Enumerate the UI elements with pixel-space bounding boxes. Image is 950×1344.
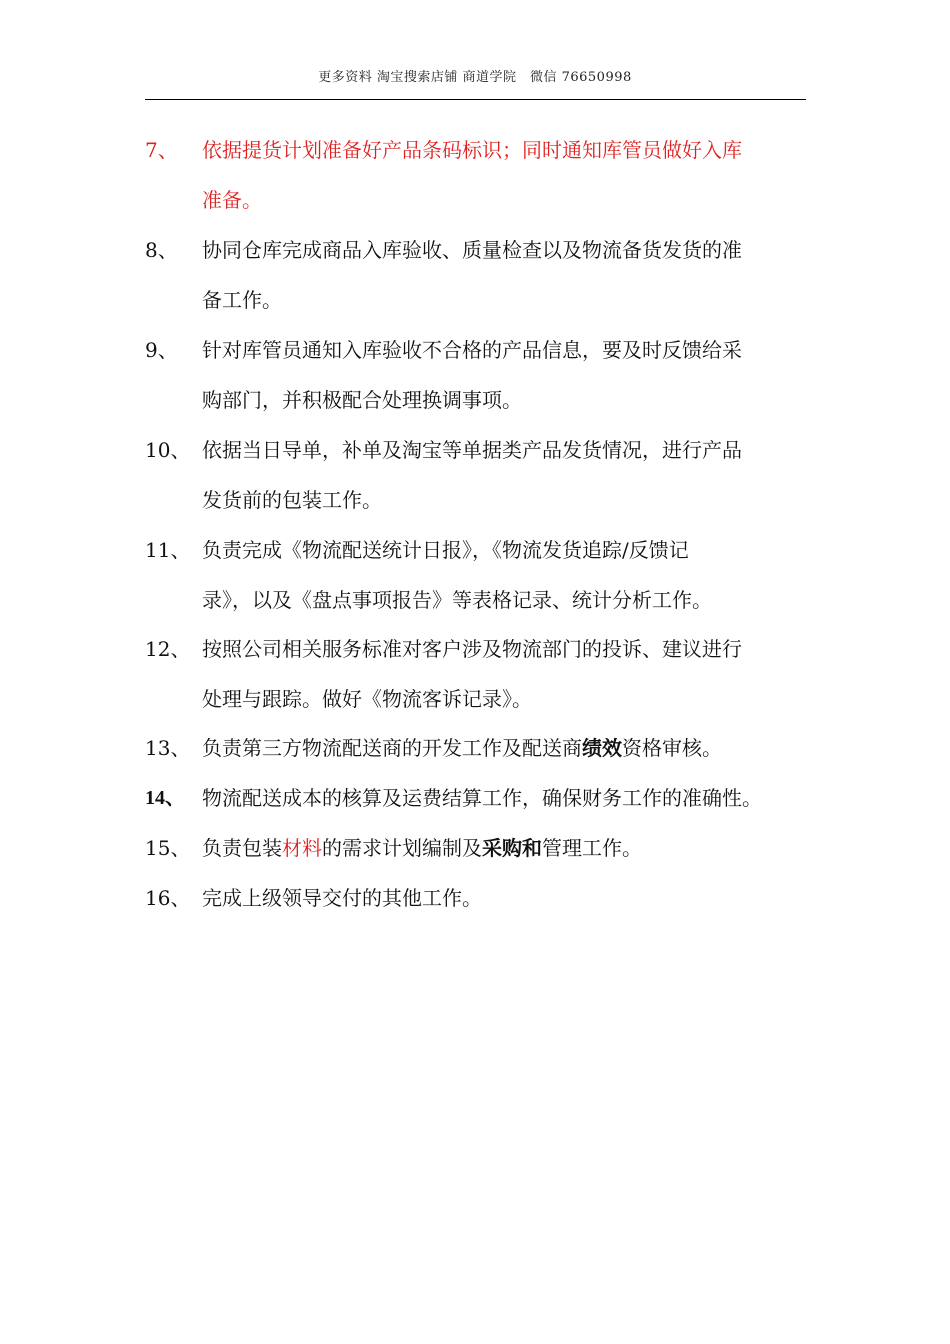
item-number: 13、 <box>145 736 191 760</box>
page-header-text: 更多资料 淘宝搜索店铺 商道学院 微信 76650998 <box>318 70 632 85</box>
item-text-line-1: 针对库管员通知入库验收不合格的产品信息，要及时反馈给采 <box>202 338 742 362</box>
item-text-line-2: 准备。 <box>202 188 262 212</box>
item-number: 9、 <box>145 338 178 362</box>
item-text-line-1: 依据当日导单，补单及淘宝等单据类产品发货情况，进行产品 <box>202 438 742 462</box>
item-text-line-2: 录》，以及《盘点事项报告》等表格记录、统计分析工作。 <box>202 588 712 612</box>
item-number: 7、 <box>145 138 178 162</box>
item-text-line-1 <box>202 736 722 760</box>
item-text-line-2: 购部门，并积极配合处理换调事项。 <box>202 388 522 412</box>
item-text-line-1: 物流配送成本的核算及运费结算工作，确保财务工作的准确性。 <box>202 786 762 810</box>
item-text-line-1: 协同仓库完成商品入库验收、质量检查以及物流备货发货的准 <box>202 238 742 262</box>
item-text-highlight: 材料 <box>282 836 322 860</box>
item-number: 8、 <box>145 238 178 262</box>
item-number: 16、 <box>145 886 191 910</box>
item-number: 14、 <box>145 787 185 809</box>
item-number: 10、 <box>145 438 191 462</box>
item-text-line-2: 处理与跟踪。做好《物流客诉记录》。 <box>202 687 532 711</box>
item-text-emphasis: 采购和 <box>482 836 542 860</box>
item-text-line-1: 依据提货计划准备好产品条码标识；同时通知库管员做好入库 <box>202 138 742 162</box>
item-number: 11、 <box>145 538 191 562</box>
header-divider <box>145 99 806 100</box>
item-number: 15、 <box>145 836 191 860</box>
item-text-line-1: 完成上级领导交付的其他工作。 <box>202 886 482 910</box>
item-text-line-1: 负责完成《物流配送统计日报》，《物流发货追踪/反馈记 <box>202 538 689 562</box>
item-text-line-2: 发货前的包装工作。 <box>202 488 382 512</box>
item-text-line-2: 备工作。 <box>202 288 282 312</box>
item-text-segment: 负责包装 <box>202 836 282 860</box>
item-text-emphasis: 绩效 <box>582 736 622 760</box>
item-text-segment: 资格审核。 <box>622 736 722 760</box>
item-text-line-1: 按照公司相关服务标准对客户涉及物流部门的投诉、建议进行 <box>202 637 742 661</box>
item-text-segment: 管理工作。 <box>542 836 642 860</box>
item-number: 12、 <box>145 637 191 661</box>
item-text-line-1 <box>202 836 642 860</box>
item-text-segment: 负责第三方物流配送商的开发工作及配送商 <box>202 736 582 760</box>
item-text-segment: 的需求计划编制及 <box>322 836 482 860</box>
